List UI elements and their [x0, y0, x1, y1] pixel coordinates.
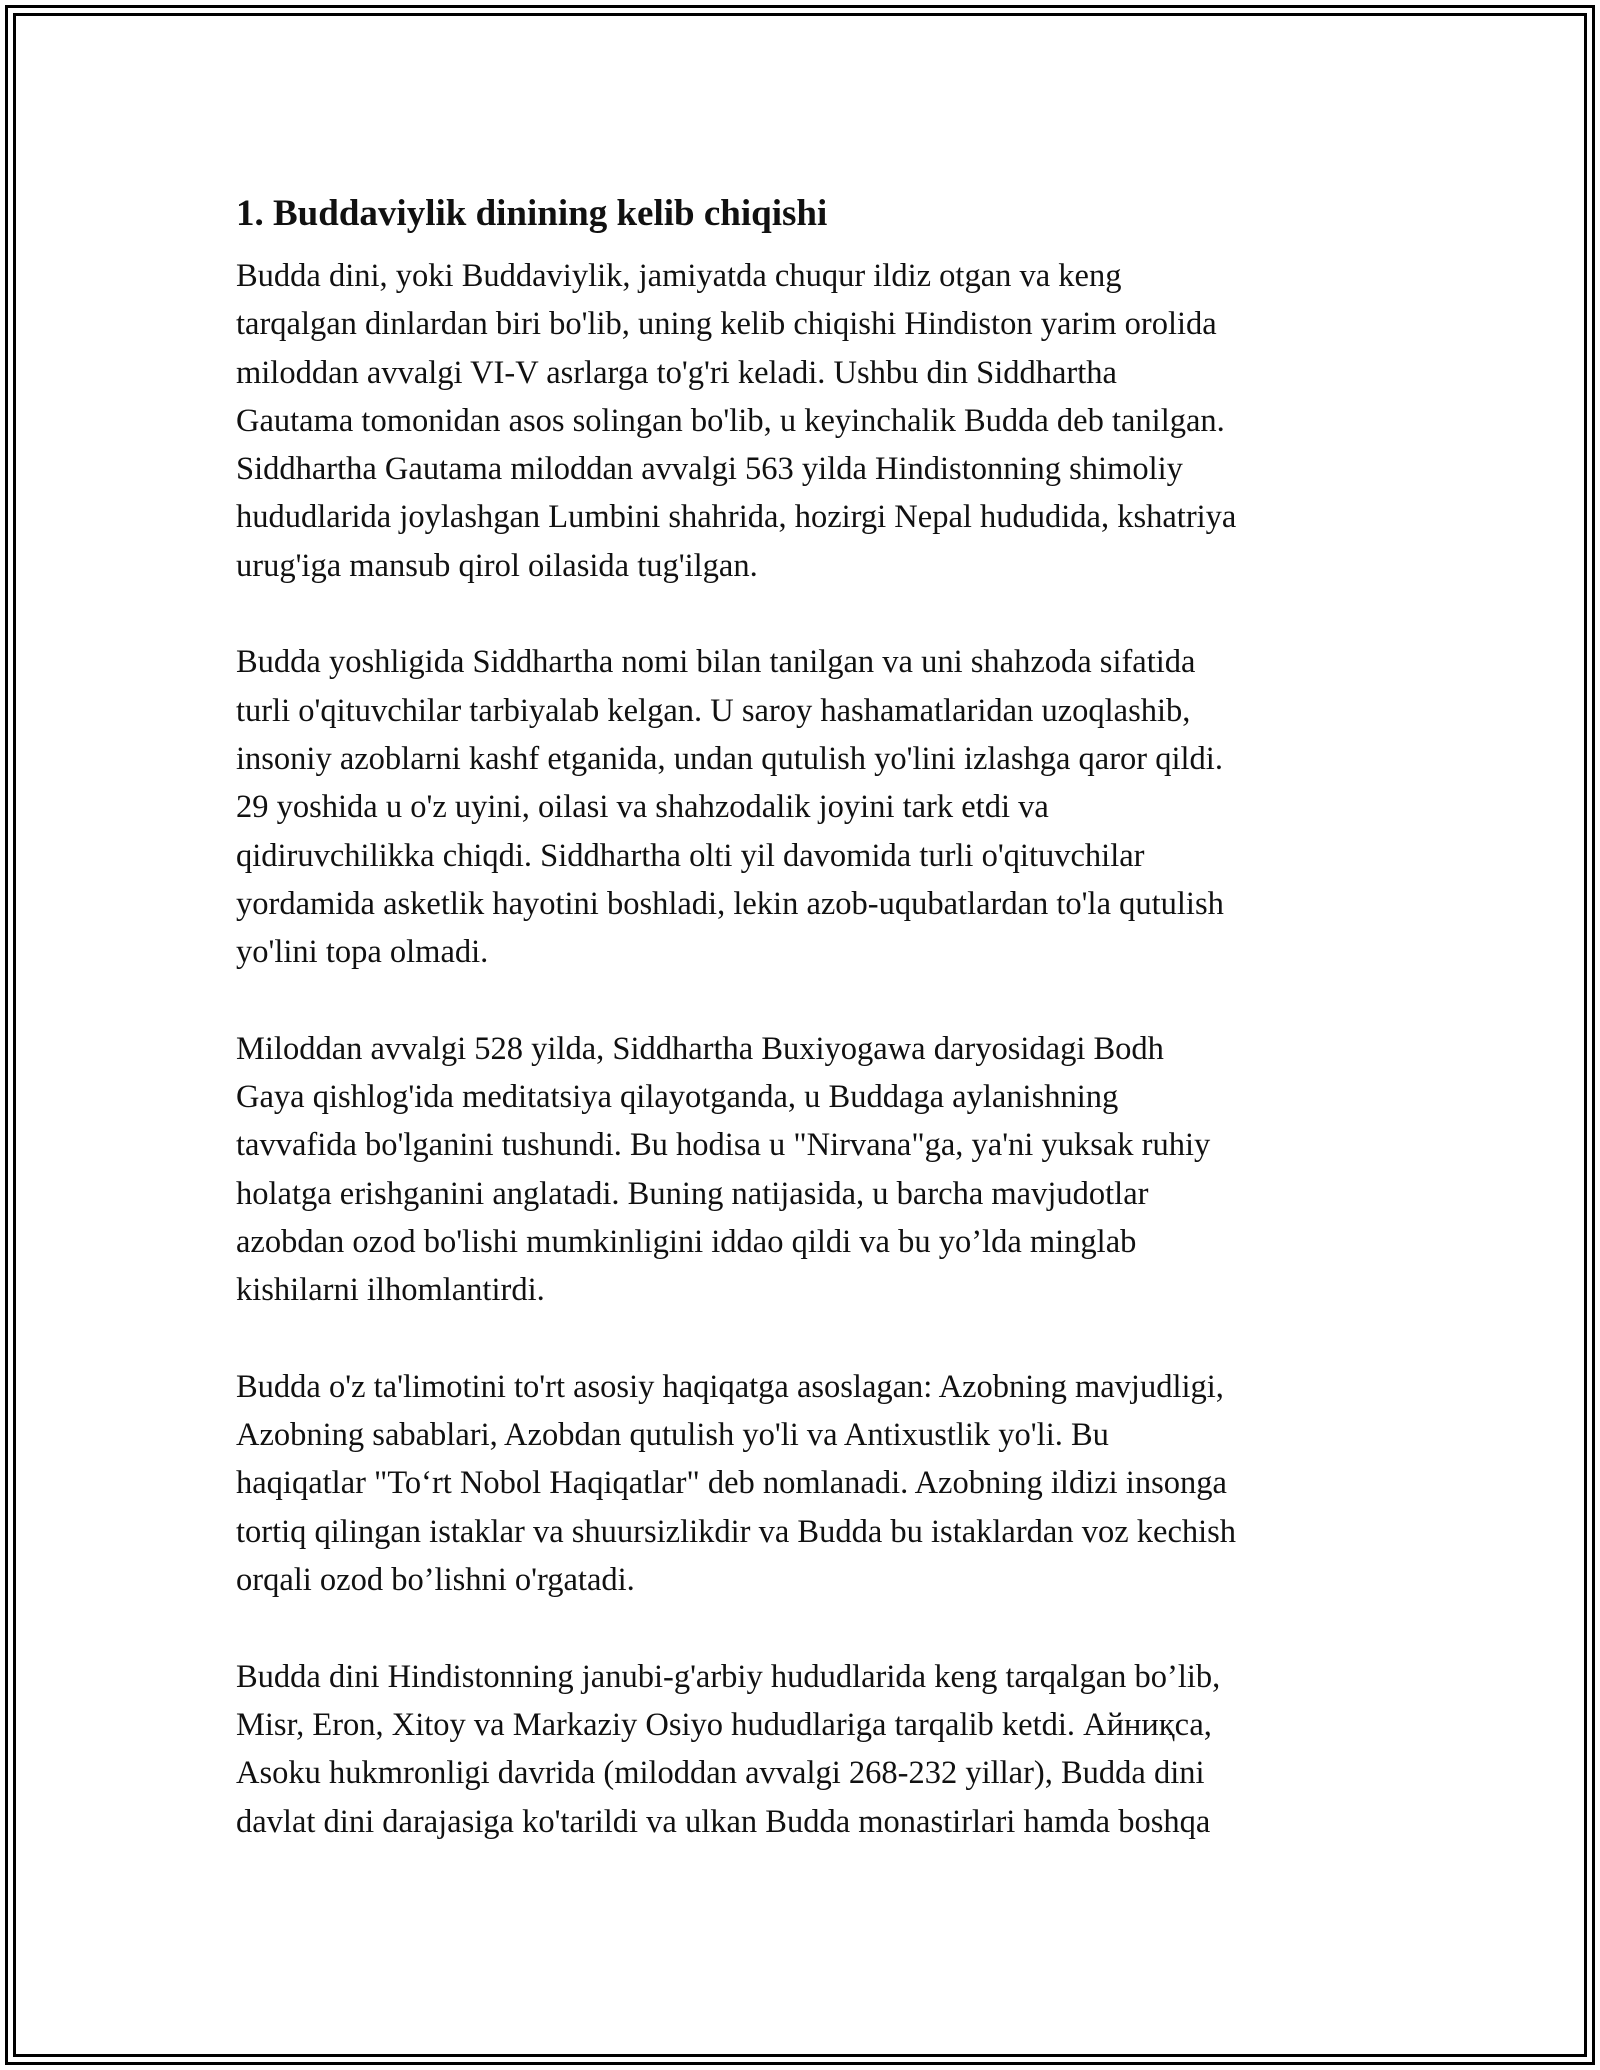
text-line: Gautama tomonidan asos solingan bo'lib, u keyinchalik Budda deb tanilgan. [236, 402, 1225, 439]
text-line: kishilarni ilhomlantirdi. [236, 1272, 545, 1309]
text-line: Gaya qishlog'ida meditatsiya qilayotganda, u Buddaga aylanishning [236, 1079, 1119, 1116]
text-line: Budda dini Hindistonning janubi-g'arbiy hududlarida keng tarqalgan bo’lib, [236, 1658, 1221, 1695]
text-line: tavvafida bo'lganini tushundi. Bu hodisa u "Nirvana"ga, ya'ni yuksak ruhiy [236, 1127, 1211, 1164]
paragraph-teachings [236, 1363, 1376, 1604]
text-line: Misr, Eron, Xitoy va Markaziy Osiyo hududlariga tarqalib ketdi. Айниқса, [236, 1706, 1212, 1743]
text-line: tortiq qilingan istaklar va shuursizlikdir va Budda bu istaklardan voz kechish [236, 1513, 1237, 1550]
text-line: holatga erishganini anglatadi. Buning natijasida, u barcha mavjudotlar [236, 1175, 1149, 1212]
paragraph-origin [236, 252, 1376, 590]
text-line: Miloddan avvalgi 528 yilda, Siddhartha Buxiyogawa daryosidagi Bodh [236, 1030, 1164, 1067]
text-line: urug'iga mansub qirol oilasida tug'ilgan. [236, 547, 758, 584]
document-body [236, 186, 1376, 1894]
text-line: insoniy azoblarni kashf etganida, undan qutulish yo'lini izlashga qaror qildi. [236, 740, 1223, 777]
text-line: turli o'qituvchilar tarbiyalab kelgan. U saroy hashamatlaridan uzoqlashib, [236, 692, 1191, 729]
section-heading: 1. Buddaviylik dinining kelib chiqishi [236, 193, 828, 234]
text-line: haqiqatlar "To‘rt Nobol Haqiqatlar" deb nomlanadi. Azobning ildizi insonga [236, 1465, 1227, 1502]
paragraph-enlightenment [236, 1025, 1376, 1315]
text-line: yordamida asketlik hayotini boshladi, lekin azob-uqubatlardan to'la qutulish [236, 885, 1224, 922]
text-line: tarqalgan dinlardan biri bo'lib, uning kelib chiqishi Hindiston yarim orolida [236, 306, 1217, 343]
text-line: qidiruvchilikka chiqdi. Siddhartha olti yil davomida turli o'qituvchilar [236, 837, 1145, 874]
text-line: Azobning sabablari, Azobdan qutulish yo'li va Antixustlik yo'li. Bu [236, 1417, 1109, 1454]
text-line: Budda o'z ta'limotini to'rt asosiy haqiqatga asoslagan: Azobning mavjudligi, [236, 1368, 1224, 1405]
text-line: Budda yoshligida Siddhartha nomi bilan tanilgan va uni shahzoda sifatida [236, 644, 1196, 681]
text-line: miloddan avvalgi VI-V asrlarga to'g'ri keladi. Ushbu din Siddhartha [236, 354, 1117, 391]
paragraph-youth [236, 638, 1376, 976]
text-line: Siddhartha Gautama miloddan avvalgi 563 yilda Hindistonning shimoliy [236, 451, 1183, 488]
paragraph-spread [236, 1653, 1376, 1846]
text-line: 29 yoshida u o'z uyini, oilasi va shahzodalik joyini tark etdi va [236, 789, 1049, 826]
text-line: Budda dini, yoki Buddaviylik, jamiyatda chuqur ildiz otgan va keng [236, 258, 1122, 294]
text-line: yo'lini topa olmadi. [236, 934, 489, 971]
text-line: Asoku hukmronligi davrida (miloddan avvalgi 268-232 yillar), Budda dini [236, 1755, 1205, 1792]
text-line: orqali ozod bo’lishni o'rgatadi. [236, 1562, 635, 1599]
text-line: hududlarida joylashgan Lumbini shahrida, hozirgi Nepal hududida, kshatriya [236, 499, 1237, 536]
text-line: davlat dini darajasiga ko'tarildi va ulkan Budda monastirlari hamda boshqa [236, 1803, 1211, 1840]
text-line: azobdan ozod bo'lishi mumkinligini iddao qildi va bu yo’lda minglab [236, 1223, 1137, 1260]
